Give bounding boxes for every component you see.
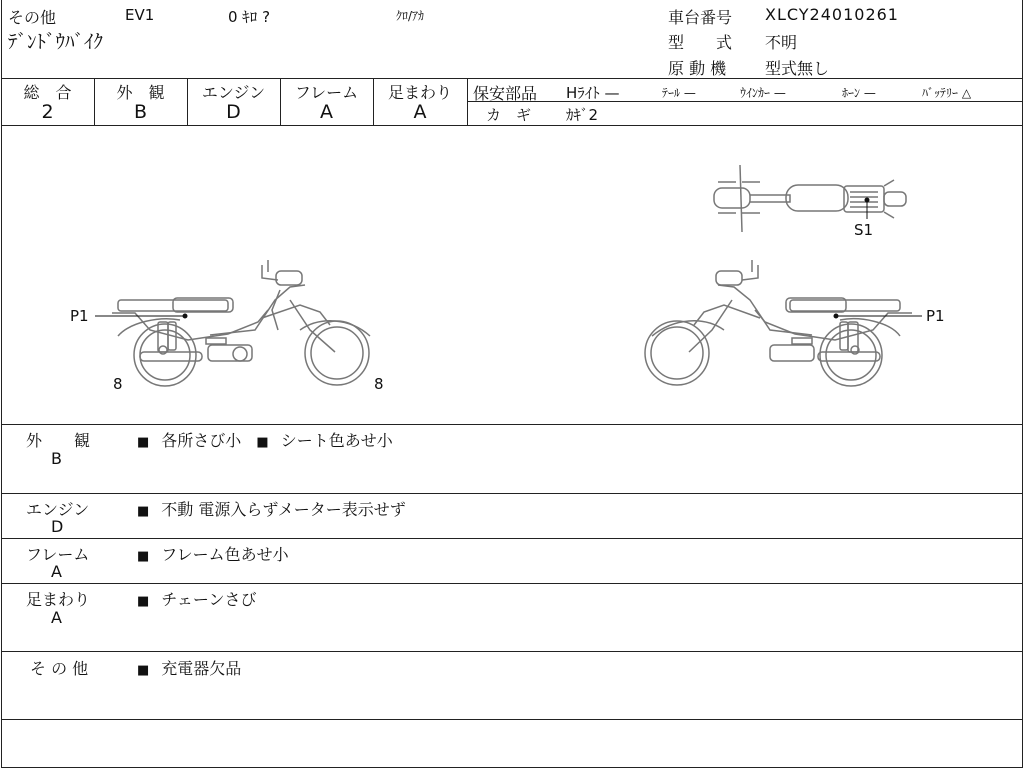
section-engine-grade: D xyxy=(51,517,64,536)
label-p1-right: P1 xyxy=(926,307,945,325)
divider xyxy=(1,538,1023,539)
section-frame-notes xyxy=(137,542,289,565)
section-other-notes xyxy=(137,656,241,679)
bullet-icon: ■ xyxy=(137,594,150,609)
grade-suspension-label: 足まわり xyxy=(387,83,452,102)
section-engine-notes xyxy=(137,497,406,520)
safety-horn: ﾎｰﾝ — xyxy=(842,86,876,100)
note: 不動 電源入らずメーター表示せず xyxy=(161,500,406,519)
grade-suspension-value: A xyxy=(413,101,427,123)
bullet-icon: ■ xyxy=(137,549,150,564)
safety-headlight: Hﾗｲﾄ — xyxy=(566,84,620,102)
bullet-icon: ■ xyxy=(137,435,150,450)
section-exterior-grade: B xyxy=(51,449,62,468)
label-s1: S1 xyxy=(854,221,874,239)
category: その他 xyxy=(8,8,57,27)
color: ｸﾛ/ｱｶ xyxy=(396,9,425,23)
engine-type-label: 原 動 機 xyxy=(668,59,727,78)
section-other-title: そ の 他 xyxy=(30,659,89,678)
section-suspension-title: 足まわり xyxy=(26,590,91,609)
note: チェーンさび xyxy=(161,590,257,609)
grade-exterior-value: B xyxy=(133,101,148,123)
left-side-view-icon xyxy=(112,260,370,386)
tire-front-value: 8 xyxy=(374,375,384,393)
section-suspension-notes xyxy=(137,587,257,610)
divider xyxy=(1,719,1023,720)
key-value: ｶｷﾞ2 xyxy=(566,106,599,124)
section-suspension-grade: A xyxy=(51,608,62,627)
grade-engine-label: エンジン xyxy=(201,83,266,102)
model-name: ﾃﾞﾝﾄﾞｳﾊﾞｲｸ xyxy=(8,31,104,53)
safety-taillight: ﾃｰﾙ — xyxy=(662,86,696,100)
section-exterior-notes xyxy=(137,428,393,451)
right-side-view-icon xyxy=(645,260,912,386)
section-frame-grade: A xyxy=(51,562,62,581)
type-value: 不明 xyxy=(765,33,798,52)
grade-frame-value: A xyxy=(320,101,333,123)
grade-overall-value: 2 xyxy=(41,101,54,123)
grade-overall-label: 総 合 xyxy=(23,83,72,102)
bullet-icon: ■ xyxy=(137,663,150,678)
divider xyxy=(1,651,1023,652)
grade-engine-value: D xyxy=(226,101,241,123)
safety-battery: ﾊﾞｯﾃﾘｰ △ xyxy=(922,86,972,100)
divider xyxy=(1,424,1023,425)
note: 充電器欠品 xyxy=(161,659,242,678)
section-frame-title: フレーム xyxy=(26,545,90,564)
key-label: カ ギ xyxy=(486,106,532,124)
engine-type-value: 型式無し xyxy=(765,59,830,78)
safety-title: 保安部品 xyxy=(473,84,538,103)
top-view-icon xyxy=(714,165,906,232)
safety-winker: ｳｲﾝｶｰ — xyxy=(740,86,786,100)
section-exterior-title: 外 観 xyxy=(26,431,91,450)
model-code: EV1 xyxy=(125,6,155,24)
note: フレーム色あせ小 xyxy=(161,545,289,564)
mileage: 0 ｷﾛ ? xyxy=(228,8,271,26)
bullet-icon: ■ xyxy=(256,435,269,450)
divider xyxy=(1,583,1023,584)
note: 各所さび小 xyxy=(161,431,242,450)
note: シート色あせ小 xyxy=(280,431,393,450)
label-p1-left: P1 xyxy=(70,307,89,325)
frame-number: XLCY24010261 xyxy=(765,5,899,24)
tire-rear-value: 8 xyxy=(113,375,123,393)
divider xyxy=(1,493,1023,494)
grade-frame-label: フレーム xyxy=(294,83,359,102)
type-label: 型 式 xyxy=(668,33,733,52)
grade-exterior-label: 外 観 xyxy=(116,83,165,102)
bullet-icon: ■ xyxy=(137,504,150,519)
section-engine-title: エンジン xyxy=(26,500,90,519)
frame-number-label: 車台番号 xyxy=(668,8,733,27)
